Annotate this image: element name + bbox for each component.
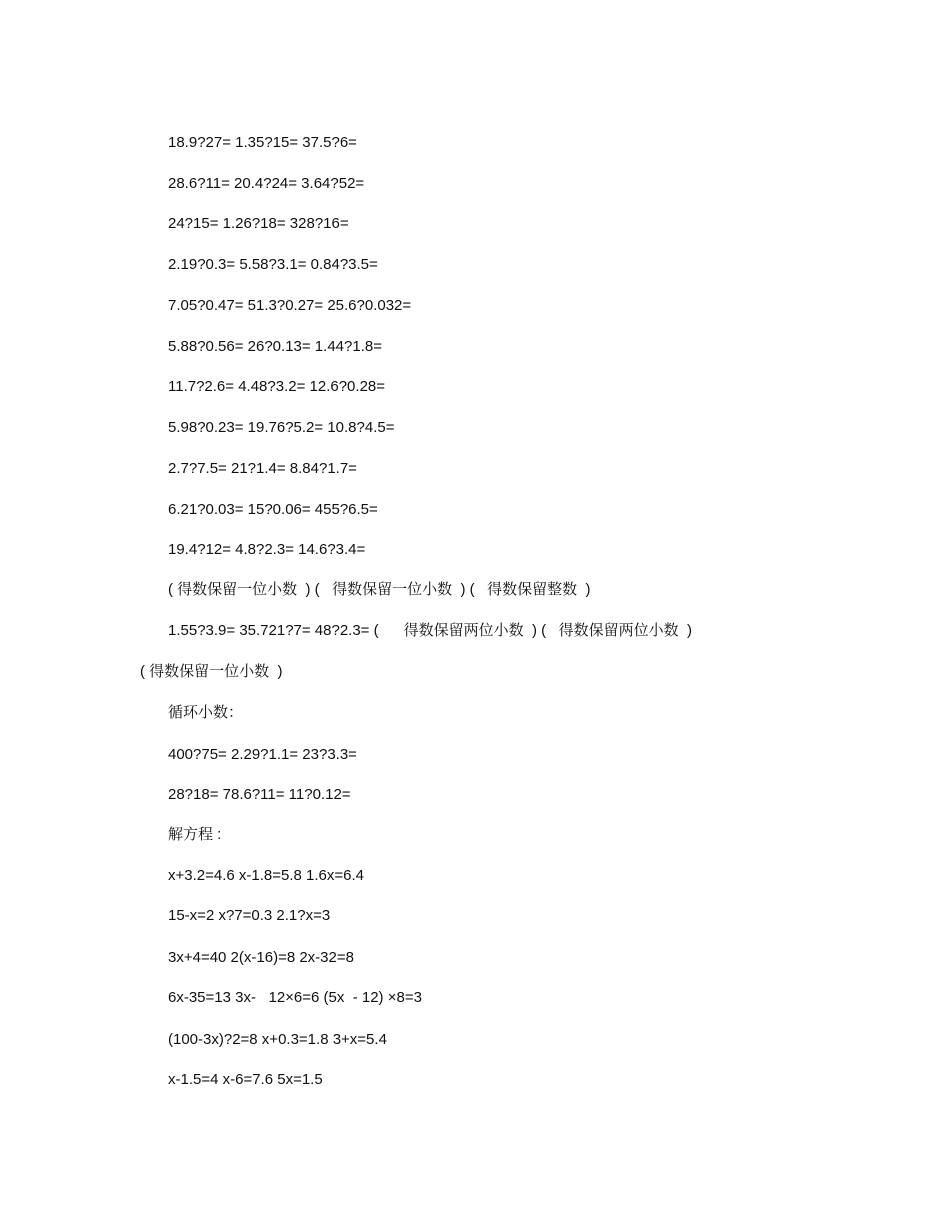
rounding-instructions: ( 得数保留一位小数 ) ( 得数保留一位小数 ) ( 得数保留整数 ) bbox=[168, 581, 591, 598]
text-line: 6.21?0.03= 15?0.06= 455?6.5= bbox=[168, 501, 378, 518]
equation-line: (100-3x)?2=8 x+0.3=1.8 3+x=5.4 bbox=[168, 1031, 387, 1048]
text-line: 28?18= 78.6?11= 11?0.12= bbox=[168, 786, 351, 803]
text-line: 24?15= 1.26?18= 328?16= bbox=[168, 215, 349, 232]
text-line: 5.88?0.56= 26?0.13= 1.44?1.8= bbox=[168, 338, 382, 355]
text-line: 2.19?0.3= 5.58?3.1= 0.84?3.5= bbox=[168, 256, 378, 273]
section-heading-solve-equations: 解方程 : bbox=[168, 826, 222, 843]
text-line: 18.9?27= 1.35?15= 37.5?6= bbox=[168, 134, 357, 151]
text-line: 2.7?7.5= 21?1.4= 8.84?1.7= bbox=[168, 460, 357, 477]
text-line: 28.6?11= 20.4?24= 3.64?52= bbox=[168, 175, 365, 192]
text-line: 400?75= 2.29?1.1= 23?3.3= bbox=[168, 746, 357, 763]
text-line: 11.7?2.6= 4.48?3.2= 12.6?0.28= bbox=[168, 378, 386, 395]
text-line: 19.4?12= 4.8?2.3= 14.6?3.4= bbox=[168, 541, 366, 558]
rounding-instructions: ( 得数保留一位小数 ) bbox=[140, 663, 283, 680]
equation-line: x-1.5=4 x-6=7.6 5x=1.5 bbox=[168, 1071, 323, 1088]
equation-line: 3x+4=40 2(x-16)=8 2x-32=8 bbox=[168, 949, 354, 966]
text-line: 7.05?0.47= 51.3?0.27= 25.6?0.032= bbox=[168, 297, 412, 314]
equation-line: 15-x=2 x?7=0.3 2.1?x=3 bbox=[168, 907, 331, 924]
text-line: 5.98?0.23= 19.76?5.2= 10.8?4.5= bbox=[168, 419, 395, 436]
section-heading-repeating-decimals: 循环小数： bbox=[168, 704, 244, 721]
text-line: 1.55?3.9= 35.721?7= 48?2.3= ( 得数保留两位小数 ) ( 得数保留两位小数 ) bbox=[168, 622, 692, 639]
equation-line: 6x-35=13 3x- 12×6=6 (5x - 12) ×8=3 bbox=[168, 989, 422, 1006]
equation-line: x+3.2=4.6 x-1.8=5.8 1.6x=6.4 bbox=[168, 867, 364, 884]
